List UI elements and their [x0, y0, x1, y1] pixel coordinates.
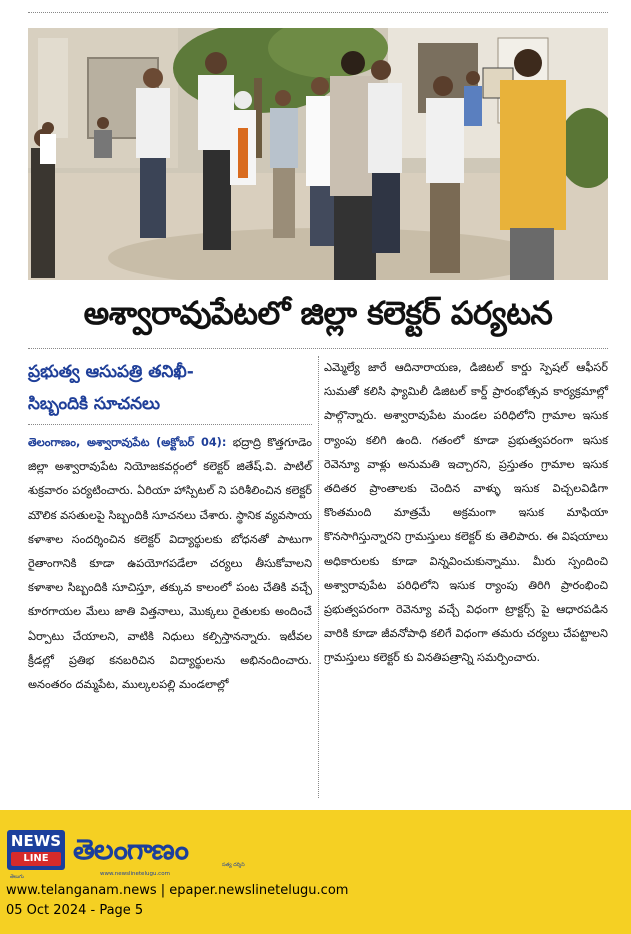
newsline-logo-news: NEWS — [10, 832, 62, 850]
article-dateline: తెలంగాణం, అశ్వారావుపేట (అక్టోబర్ 04): — [28, 436, 227, 449]
newsline-logo-tag: తెలుగు — [10, 874, 24, 880]
top-dotted-rule — [28, 12, 608, 13]
footer-urls[interactable]: www.telanganam.news | epaper.newslinetelugu.com — [6, 883, 349, 898]
article-column-right — [324, 356, 608, 671]
article-column-left — [28, 356, 312, 697]
column-divider — [318, 356, 319, 798]
footer-logos — [7, 828, 188, 872]
newsline-logo — [7, 830, 65, 870]
body-left-text: భద్రాద్రి కొత్తగూడెం జిల్లా అశ్వారావుపేట నియోజకవర్గంలో కలెక్టర్ జితేష్.వి. పాటిల్ శుక్రవారం పర్యటించారు. ఏరియా హాస్పిటల్ ని పరిశీలించిన కలెక్టర్ మౌలిక వసతులపై సిబ్బందికి సూచనలు చేశారు. స్థానిక వ్యవసాయ కళాశాల సందర్శించిన కలెక్టర్ విద్యార్థులకు బోధనతో పాటుగా రైతాంగానికి కూడా ఉపయోగపడేలా చర్యలు తీసుకోవాలని కళాశాల సిబ్బందికి సూచిస్తూ, తక్కువ కాలంలో పంట చేతికి వచ్చే కూరగాయల మేలు జాతి విత్తనాలు, మొక్కలు రైతులకు అందించే ఏర్పాటు చేయాలని, వాటికి నిధులు కల్పిస్తానన్నారు. ఇటీవల క్రీడల్లో ప్రతిభ కనబరిచిన విద్యార్థులను అభినందించారు. అనంతరం దమ్మపేట, ముల్కలపల్లి మండలాల్లో — [28, 436, 312, 692]
article-headline: అశ్వారావుపేటలో జిల్లా కలెక్టర్ పర్యటన — [83, 294, 553, 332]
subheadline-line-1: ప్రభుత్వ ఆసుపత్రి తనిఖీ- — [28, 362, 194, 382]
headline-dotted-rule — [28, 348, 608, 349]
article-body-left — [28, 431, 312, 697]
photo-illustration — [28, 28, 608, 280]
article-subheadline — [28, 356, 312, 425]
news-photo — [28, 28, 608, 280]
telanganam-logo: తెలంగాణం — [73, 833, 188, 866]
article-body-right: ఎమ్మెల్యే జారే ఆదినారాయణ, డిజిటల్ కార్డు స్పెషల్ ఆఫీసర్ సుమతో కలిసి ఫ్యామిలీ డిజిటల్ కార్డ్ ప్రారంభోత్సవ కార్యక్రమాల్లో పాల్గొన్నారు. అశ్వారావుపేట మండల పరిధిలోని గ్రామాల ఇసుక ర్యాంపు కలిగి ఉంది. గతంలో కూడా ప్రభుత్వపరంగా ఇసుక రెవెన్యూ వాళ్లు అనుమతి ఇచ్చారని, ప్రస్తుతం గ్రామాల ఇసుక తదితర ప్రాంతాలకు చెందిన వాళ్ళు ఇసుక విచ్చలవిడిగా కొంతమంది మాత్రమే అక్రమంగా ఇసుక మాఫియా కొనసాగిస్తున్నారని గ్రామస్తులు కలెక్టర్ కు తెలిపారు. ఈ విషయాలు అధికారులకు కూడా విన్నవించుకున్నాము. మీరు స్పందించి అశ్వారావుపేట పరిధిలోని ఇసుక ర్యాంపు తిరిగి ప్రారంభించి ప్రభుత్వపరంగా రెవెన్యూ వచ్చే విధంగా ట్రాక్టర్స్ పై ఆధారపడిన వారికి కూడా జీవనోపాధి కలిగే విధంగా తమరు చర్యలు చేపట్టాలని గ్రామస్తులు కలెక్టర్ కు వినతిపత్రాన్ని సమర్పించారు. — [324, 361, 608, 665]
subheadline-line-2: సిబ్బందికి సూచనలు — [28, 394, 160, 414]
footer-banner — [0, 810, 631, 934]
newsline-small-url: www.newslinetelugu.com — [100, 871, 170, 877]
footer-page-info: 05 Oct 2024 - Page 5 — [6, 903, 144, 918]
newsline-logo-line: LINE — [11, 852, 61, 866]
telanganam-tagline: సత్య దర్శిని — [222, 862, 245, 868]
